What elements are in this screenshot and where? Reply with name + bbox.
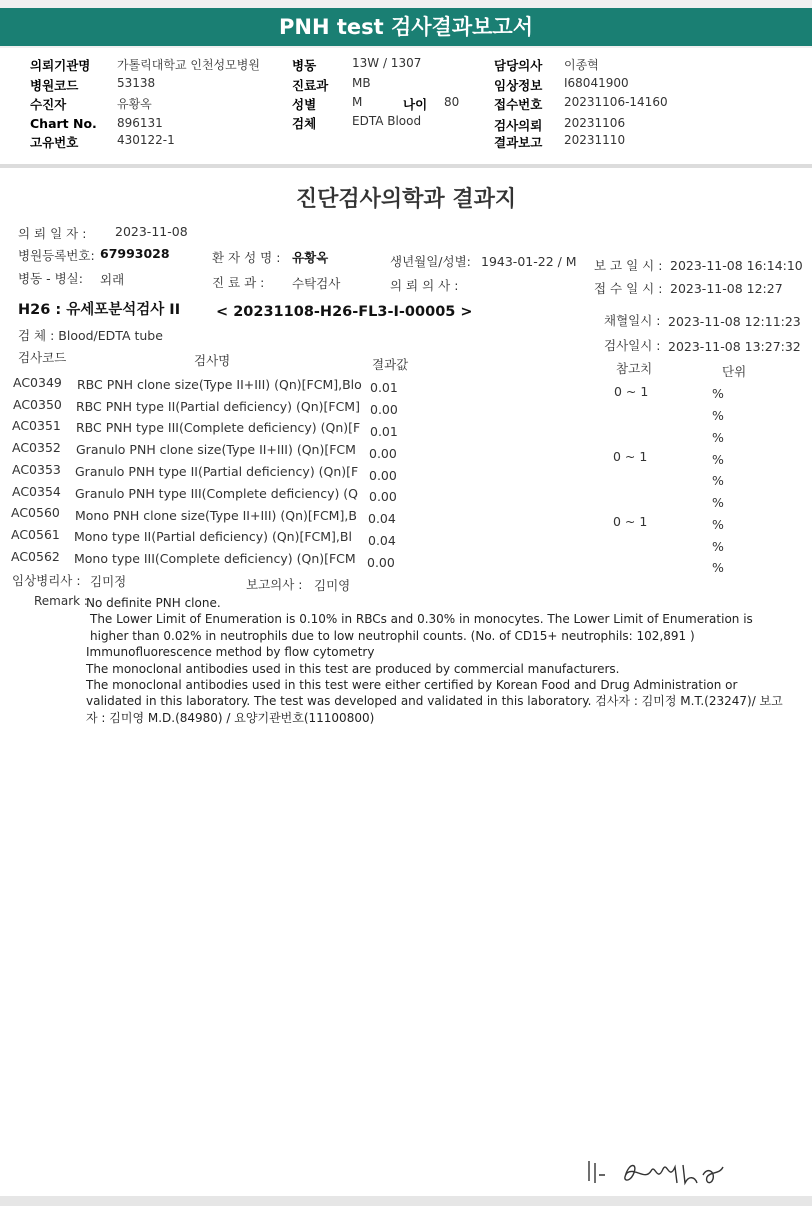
sex-value: M: [352, 95, 363, 109]
hospital-code-value: 53138: [117, 76, 156, 90]
reg-no-value: 67993028: [100, 246, 170, 261]
row-value: 0.01: [370, 380, 398, 395]
row-name: Granulo PNH clone size(Type II+III) (Qn)[FCM: [76, 442, 356, 457]
remark-label: Remark :: [34, 594, 88, 608]
test-id: < 20231108-H26-FL3-I-00005 >: [216, 304, 473, 320]
row-value: 0.00: [370, 402, 398, 417]
specimen-text: 검 체 : Blood/EDTA tube: [18, 328, 163, 343]
remark-line: No definite PNH clone.: [86, 596, 221, 610]
dept-label-doc: 진 료 과 :: [212, 275, 265, 290]
exam-time-value: 2023-11-08 13:27:32: [668, 339, 801, 354]
request-date-label: 의 뢰 일 자 :: [18, 226, 87, 241]
unique-no-label: 고유번호: [30, 135, 79, 150]
dob-value: 1943-01-22 / M: [481, 254, 577, 269]
row-code: AC0349: [13, 375, 62, 390]
row-code: AC0560: [11, 505, 60, 520]
reporter-label: 보고의사 :: [246, 577, 303, 592]
chart-no-value: 896131: [117, 116, 163, 130]
row-value: 0.00: [369, 489, 397, 504]
chart-no-label: Chart No.: [30, 116, 97, 131]
row-name: Mono type III(Complete deficiency) (Qn)[FCM: [74, 551, 356, 566]
collect-time-value: 2023-11-08 12:11:23: [668, 314, 801, 329]
report-time-label: 보 고 일 시 :: [594, 258, 663, 273]
page-footer: [0, 1196, 812, 1206]
result-label: 결과보고: [494, 135, 543, 150]
row-code: AC0351: [12, 418, 61, 433]
unit: %: [712, 560, 724, 575]
col-result-header: 결과값: [372, 357, 409, 372]
clinical-value: I68041900: [564, 76, 629, 90]
remark-line: The monoclonal antibodies used in this test are produced by commercial manufacturers.: [86, 661, 620, 676]
result-value: 20231110: [564, 133, 626, 147]
header-panel: [0, 48, 812, 164]
row-value: 0.00: [367, 555, 395, 570]
receipt-time-label: 접 수 일 시 :: [594, 281, 663, 296]
doctor-label: 담당의사: [494, 58, 543, 73]
row-value: 0.04: [368, 511, 396, 526]
ward-label: 병동: [292, 58, 317, 73]
row-value: 0.04: [368, 533, 396, 548]
row-code: AC0561: [11, 527, 60, 542]
remark-line: Immunofluorescence method by flow cytometry: [86, 645, 375, 660]
row-value: 0.00: [369, 468, 397, 483]
hospital-code-label: 병원코드: [30, 78, 79, 93]
row-code: AC0352: [12, 440, 61, 455]
examinee-label: 수진자: [30, 97, 67, 112]
remark-line: The Lower Limit of Enumeration is 0.10% in RBCs and 0.30% in monocytes. The Lower Limit of Enumeration is higher than 0.02% in neutrophils due to low neutrophil counts. (No. of CD15+ neutrophils: 102,891 ): [90, 612, 753, 643]
patient-label: 환 자 성 명 :: [212, 250, 281, 265]
institution-label: 의뢰기관명: [30, 58, 91, 73]
unit: %: [712, 452, 724, 467]
row-value: 0.01: [370, 424, 398, 439]
specimen-label: 검체: [292, 116, 317, 131]
request-label: 검사의뢰: [494, 118, 543, 133]
reporter-value: 김미영: [314, 578, 351, 593]
exam-time-label: 검사일시 :: [604, 338, 661, 353]
row-name: RBC PNH clone size(Type II+III) (Qn)[FCM],Blo: [77, 377, 362, 392]
dept-label: 진료과: [292, 78, 329, 93]
row-value: 0.00: [369, 446, 397, 461]
receipt-value: 20231106-14160: [564, 95, 668, 109]
result-document: [0, 168, 812, 1196]
ref-range: 0 ~ 1: [614, 384, 649, 399]
unit: %: [712, 495, 724, 510]
request-date-value: 2023-11-08: [115, 224, 188, 239]
collect-time-label: 채혈일시 :: [604, 313, 661, 328]
unique-no-value: 430122-1: [117, 133, 175, 147]
report-title: PNH test 검사결과보고서: [0, 8, 812, 46]
age-value: 80: [444, 95, 460, 109]
unit: %: [712, 408, 724, 423]
unit: %: [712, 430, 724, 445]
receipt-label: 접수번호: [494, 97, 543, 112]
sex-label: 성별: [292, 97, 317, 112]
reg-no-label: 병원등록번호:: [18, 248, 95, 263]
clinical-label: 임상정보: [494, 78, 543, 93]
age-label: 나이: [403, 97, 428, 112]
document-title: 진단검사의학과 결과지: [295, 187, 517, 212]
specimen-value: EDTA Blood: [352, 114, 422, 128]
row-name: Mono PNH clone size(Type II+III) (Qn)[FCM],B: [75, 508, 357, 523]
col-ref-header: 참고치: [616, 361, 653, 376]
row-name: Granulo PNH type III(Complete deficiency) (Q: [75, 486, 359, 501]
col-name-header: 검사명: [194, 353, 231, 368]
dob-label: 생년월일/성별:: [390, 254, 471, 269]
unit: %: [712, 386, 724, 401]
row-name: Mono type II(Partial deficiency) (Qn)[FCM],Bl: [74, 529, 352, 544]
dept-value-doc: 수탁검사: [292, 276, 341, 291]
ward-value: 13W / 1307: [352, 56, 422, 70]
unit: %: [712, 539, 724, 554]
row-code: AC0354: [12, 484, 61, 499]
doctor-value: 이종혁: [564, 58, 599, 72]
col-unit-header: 단위: [722, 364, 747, 379]
ref-range: 0 ~ 1: [613, 449, 648, 464]
col-code-header: 검사코드: [18, 350, 67, 365]
row-code: AC0350: [13, 397, 62, 412]
row-name: Granulo PNH type II(Partial deficiency) (Qn)[F: [75, 464, 359, 479]
receipt-time-value: 2023-11-08 12:27: [670, 281, 783, 296]
institution-value: 가톨릭대학교 인천성모병원: [117, 58, 260, 72]
test-title: H26 : 유세포분석검사 II: [18, 302, 181, 318]
row-code: AC0562: [11, 549, 60, 564]
unit: %: [712, 517, 724, 532]
ward-room-label: 병동 - 병실:: [18, 271, 83, 286]
report-time-value: 2023-11-08 16:14:10: [670, 258, 803, 273]
unit: %: [712, 473, 724, 488]
examinee-value: 유황옥: [117, 97, 152, 111]
ward-room-value: 외래: [100, 272, 125, 287]
row-name: RBC PNH type III(Complete deficiency) (Qn)[F: [76, 420, 361, 435]
pathologist-label: 임상병리사 :: [12, 573, 81, 588]
remark-line: The monoclonal antibodies used in this test were either certified by Korean Food and Drug Administration or validated in this laboratory. The test was developed and validated in this laboratory. 검사자 : 김미정 M.T.(23247)/ 보고자 : 김미영 M.D.(84980) / 요양기관번호(11100800): [86, 678, 783, 725]
ref-range: 0 ~ 1: [613, 514, 648, 529]
row-name: RBC PNH type II(Partial deficiency) (Qn)[FCM]: [76, 399, 360, 414]
remark-text: [86, 595, 792, 726]
patient-value: 유황옥: [292, 250, 329, 265]
dept-value: MB: [352, 76, 371, 90]
physician-label: 의 뢰 의 사 :: [390, 278, 459, 293]
row-code: AC0353: [12, 462, 61, 477]
request-value: 20231106: [564, 116, 626, 130]
pathologist-value: 김미정: [90, 574, 127, 589]
handwritten-signature: [585, 1153, 735, 1193]
